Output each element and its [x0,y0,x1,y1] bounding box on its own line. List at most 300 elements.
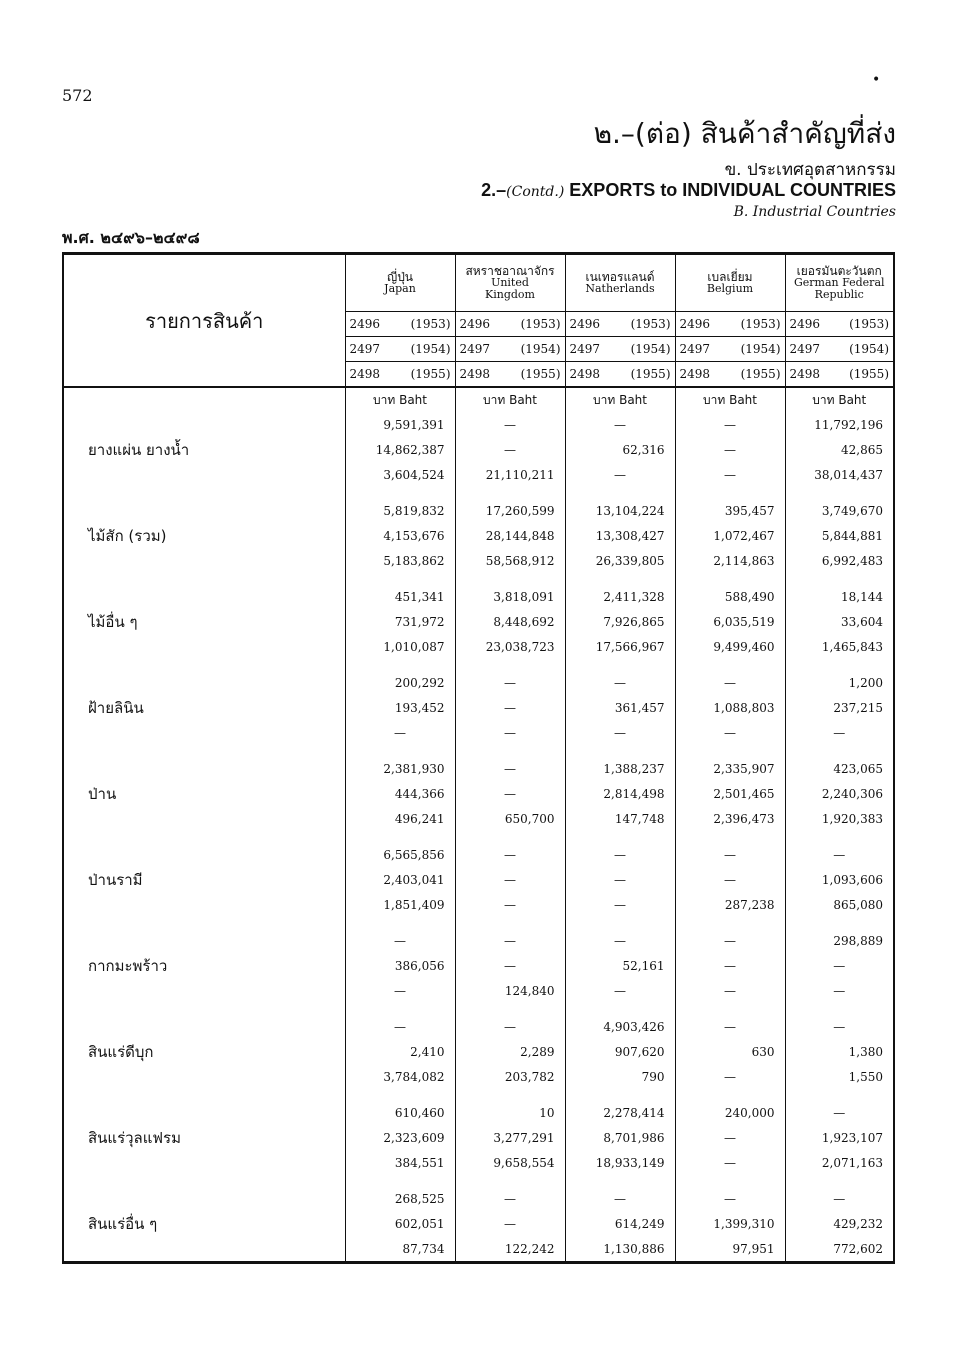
item-name: ฝ้ายลินิน [88,698,144,717]
value-cell: 7,926,865 [565,609,675,634]
value-cell: 865,080 [785,892,894,917]
year-cell [455,312,565,337]
value-cell: 2,381,930 [345,756,455,781]
value-cell: — [455,1211,565,1236]
value-cell: 602,051 [345,1211,455,1236]
year-western: (1953) [630,317,671,331]
year-thai: 2498 [459,367,491,381]
value-cell: — [455,756,565,781]
year-cell [345,337,455,362]
value-cell: 18,144 [785,584,894,609]
dot-mark: • [872,72,881,88]
value-cell: — [455,867,565,892]
gap-cell [345,917,455,928]
gap-cell [345,831,455,842]
value-cell: — [455,437,565,462]
value-cell: 5,183,862 [345,548,455,573]
value-cell: — [345,720,455,745]
gap-cell [63,917,345,928]
table-row [63,584,894,609]
value-cell: 147,748 [565,806,675,831]
value-cell: 1,130,886 [565,1236,675,1263]
value-cell: 38,014,437 [785,462,894,487]
value-cell: — [455,412,565,437]
gap-cell [785,831,894,842]
gap-cell [785,487,894,498]
title-number: 2.– [481,180,507,200]
country-header-row [63,254,894,312]
value-cell: 3,749,670 [785,498,894,523]
value-cell: — [785,720,894,745]
value-cell: 395,457 [675,498,785,523]
value-cell: — [785,953,894,978]
value-cell: 650,700 [455,806,565,831]
year-thai: 2496 [569,317,601,331]
gap-cell [785,1089,894,1100]
value-cell: — [785,842,894,867]
value-cell: 298,889 [785,928,894,953]
gap-cell [675,831,785,842]
year-thai: 2497 [349,342,381,356]
value-cell: 610,460 [345,1100,455,1125]
gap-cell [785,659,894,670]
value-cell: — [345,978,455,1003]
value-cell: — [565,1186,675,1211]
country-name-english: German Federal [793,276,885,289]
gap-cell [345,659,455,670]
gap-cell [345,487,455,498]
unit-label: บาท Baht [785,387,894,412]
value-cell: 1,851,409 [345,892,455,917]
table-row [63,928,894,953]
year-western: (1953) [849,317,889,331]
value-cell: — [455,892,565,917]
gap-cell [345,745,455,756]
country-name-english: Japan [384,282,416,295]
gap-cell [63,573,345,584]
year-western: (1955) [520,367,561,381]
gap-cell [565,487,675,498]
value-cell: 18,933,149 [565,1150,675,1175]
value-cell: 3,818,091 [455,584,565,609]
value-cell: 122,242 [455,1236,565,1263]
value-cell: — [675,1014,785,1039]
value-cell: — [675,462,785,487]
value-cell: 3,277,291 [455,1125,565,1150]
page-number: 572 [62,86,93,105]
value-cell: 2,396,473 [675,806,785,831]
value-cell: — [345,1014,455,1039]
value-cell: 6,565,856 [345,842,455,867]
year-cell [565,312,675,337]
table-row [63,670,894,695]
value-cell: 1,072,467 [675,523,785,548]
item-column-header: รายการสินค้า [63,254,345,388]
value-cell: 2,411,328 [565,584,675,609]
value-cell: 1,920,383 [785,806,894,831]
value-cell: — [675,412,785,437]
value-cell: 731,972 [345,609,455,634]
value-cell: — [675,670,785,695]
value-cell: — [675,720,785,745]
value-cell: 6,992,483 [785,548,894,573]
gap-cell [345,1003,455,1014]
value-cell: — [675,867,785,892]
gap-cell [455,917,565,928]
value-cell: 9,591,391 [345,412,455,437]
title-thai: ๒.–(ต่อ) สินค้าสำคัญที่ส่ง [593,117,896,150]
year-thai: 2497 [789,342,821,356]
value-cell: 1,399,310 [675,1211,785,1236]
gap-cell [675,1089,785,1100]
gap-cell [455,1175,565,1186]
item-name: ไม้อื่น ๆ [88,612,138,631]
gap-cell [565,745,675,756]
year-thai: 2498 [349,367,381,381]
gap-cell [785,745,894,756]
subtitle-thai: ข. ประเทศอุตสาหกรรม [724,160,896,180]
year-western: (1955) [630,367,671,381]
value-cell: 444,366 [345,781,455,806]
value-cell: 386,056 [345,953,455,978]
year-western: (1954) [740,342,781,356]
value-cell: 26,339,805 [565,548,675,573]
value-cell: 240,000 [675,1100,785,1125]
value-cell: 1,465,843 [785,634,894,659]
year-western: (1955) [849,367,889,381]
gap-cell [565,1003,675,1014]
row-gap [63,1089,894,1100]
gap-cell [63,1175,345,1186]
year-cell [785,362,894,388]
table-row [63,1186,894,1211]
year-western: (1954) [410,342,451,356]
value-cell: — [455,1186,565,1211]
country-header-1 [455,254,565,312]
title-main: EXPORTS to INDIVIDUAL COUNTRIES [564,180,896,200]
table-row [63,412,894,437]
value-cell: 1,010,087 [345,634,455,659]
exports-table [62,252,895,1264]
value-cell: 2,323,609 [345,1125,455,1150]
unit-label: บาท Baht [565,387,675,412]
item-name: สินแร่วุลแฟรม [88,1128,181,1147]
value-cell: 4,903,426 [565,1014,675,1039]
value-cell: 2,814,498 [565,781,675,806]
year-range: พ.ศ. ๒๔๙๖–๒๔๙๘ [62,228,200,247]
value-cell: 1,380 [785,1039,894,1064]
item-name: ไม้สัก (รวม) [88,526,167,545]
value-cell: — [565,978,675,1003]
value-cell: 588,490 [675,584,785,609]
gap-cell [675,1175,785,1186]
value-cell: — [565,412,675,437]
gap-cell [785,1003,894,1014]
value-cell: 21,110,211 [455,462,565,487]
value-cell: 2,335,907 [675,756,785,781]
value-cell: — [455,842,565,867]
country-name-thai: เนเทอรแลนด์ [585,270,655,284]
year-thai: 2498 [679,367,711,381]
year-thai: 2496 [349,317,381,331]
item-name: กากมะพร้าว [88,956,168,975]
year-thai: 2497 [459,342,491,356]
value-cell: — [565,842,675,867]
value-cell: — [455,695,565,720]
value-cell: 6,035,519 [675,609,785,634]
value-cell: — [675,1150,785,1175]
value-cell: 5,819,832 [345,498,455,523]
row-gap [63,573,894,584]
row-gap [63,745,894,756]
gap-cell [455,1003,565,1014]
country-header-2 [565,254,675,312]
table-body [63,387,894,1263]
table-row [63,1014,894,1039]
item-name: สินแร่อื่น ๆ [88,1214,158,1233]
value-cell: 630 [675,1039,785,1064]
gap-cell [565,917,675,928]
year-thai: 2497 [569,342,601,356]
value-cell: 790 [565,1064,675,1089]
gap-cell [455,1089,565,1100]
year-cell [345,362,455,388]
value-cell: — [785,1100,894,1125]
title-english [481,180,896,201]
year-thai: 2498 [569,367,601,381]
value-cell: — [565,670,675,695]
country-name-thai: ญี่ปุ่น [386,270,414,284]
country-name-english: Natherlands [585,282,655,295]
value-cell: 8,448,692 [455,609,565,634]
year-cell [565,337,675,362]
value-cell: 361,457 [565,695,675,720]
value-cell: 2,289 [455,1039,565,1064]
value-cell: — [785,978,894,1003]
value-cell: — [455,720,565,745]
value-cell: 97,951 [675,1236,785,1263]
country-name-english: Belgium [706,282,754,295]
country-name-english: United [491,276,529,289]
value-cell: 3,784,082 [345,1064,455,1089]
value-cell: — [675,1125,785,1150]
gap-cell [565,659,675,670]
value-cell: — [565,720,675,745]
value-cell: — [455,953,565,978]
value-cell: — [345,928,455,953]
year-western: (1953) [740,317,781,331]
value-cell: 28,144,848 [455,523,565,548]
gap-cell [63,659,345,670]
year-thai: 2497 [679,342,711,356]
value-cell: 5,844,881 [785,523,894,548]
value-cell: 200,292 [345,670,455,695]
value-cell: 496,241 [345,806,455,831]
value-cell: 1,200 [785,670,894,695]
value-cell: 11,792,196 [785,412,894,437]
value-cell: 4,153,676 [345,523,455,548]
gap-cell [675,745,785,756]
gap-cell [345,1089,455,1100]
value-cell: 2,403,041 [345,867,455,892]
gap-cell [345,573,455,584]
row-gap [63,1175,894,1186]
gap-cell [63,831,345,842]
value-cell: 9,658,554 [455,1150,565,1175]
value-cell: 614,249 [565,1211,675,1236]
country-name-thai: เยอรมันตะวันตก [796,264,882,278]
value-cell: — [455,1014,565,1039]
gap-cell [675,659,785,670]
gap-cell [455,573,565,584]
gap-cell [345,1175,455,1186]
year-cell [455,362,565,388]
value-cell: 9,499,460 [675,634,785,659]
value-cell: 451,341 [345,584,455,609]
value-cell: 237,215 [785,695,894,720]
value-cell: 203,782 [455,1064,565,1089]
gap-cell [565,831,675,842]
year-cell [345,312,455,337]
value-cell: 1,923,107 [785,1125,894,1150]
value-cell: 13,308,427 [565,523,675,548]
gap-cell [63,487,345,498]
value-cell: 429,232 [785,1211,894,1236]
country-name-english-2: Kingdom [485,288,535,301]
year-cell [675,362,785,388]
value-cell: 124,840 [455,978,565,1003]
year-western: (1953) [410,317,451,331]
gap-cell [455,487,565,498]
value-cell: — [455,928,565,953]
value-cell: — [565,462,675,487]
year-western: (1954) [520,342,561,356]
value-cell: — [675,953,785,978]
year-cell [785,312,894,337]
value-cell: 17,566,967 [565,634,675,659]
value-cell: — [565,867,675,892]
year-western: (1953) [520,317,561,331]
value-cell: 62,316 [565,437,675,462]
value-cell: — [675,1064,785,1089]
country-name-thai: สหราชอาณาจักร [465,264,555,278]
value-cell: 42,865 [785,437,894,462]
value-cell: 423,065 [785,756,894,781]
subtitle-english: B. Industrial Countries [733,204,896,220]
value-cell: 14,862,387 [345,437,455,462]
unit-row-blank [63,387,345,412]
item-name: ป่านรามี [88,870,143,889]
value-cell: 10 [455,1100,565,1125]
gap-cell [785,573,894,584]
year-western: (1955) [740,367,781,381]
item-name: ยางแผ่น ยางน้ำ [88,440,190,459]
year-thai: 2496 [459,317,491,331]
gap-cell [455,831,565,842]
value-cell: 2,410 [345,1039,455,1064]
gap-cell [565,573,675,584]
value-cell: — [565,892,675,917]
gap-cell [565,1089,675,1100]
row-gap [63,659,894,670]
year-cell [675,337,785,362]
value-cell: 2,240,306 [785,781,894,806]
country-header-3 [675,254,785,312]
gap-cell [455,659,565,670]
row-gap [63,1003,894,1014]
year-cell [785,337,894,362]
value-cell: 2,071,163 [785,1150,894,1175]
value-cell: 772,602 [785,1236,894,1263]
table-row [63,498,894,523]
gap-cell [675,573,785,584]
value-cell: 1,550 [785,1064,894,1089]
year-western: (1955) [410,367,451,381]
year-cell [455,337,565,362]
value-cell: 2,114,863 [675,548,785,573]
row-gap [63,917,894,928]
gap-cell [785,1175,894,1186]
gap-cell [63,1089,345,1100]
value-cell: 87,734 [345,1236,455,1263]
year-western: (1954) [630,342,671,356]
value-cell: — [675,928,785,953]
value-cell: — [675,1186,785,1211]
value-cell: 2,501,465 [675,781,785,806]
gap-cell [675,1003,785,1014]
value-cell: — [455,670,565,695]
unit-label: บาท Baht [345,387,455,412]
gap-cell [63,1003,345,1014]
country-name-thai: เบลเยี่ยม [707,270,753,284]
gap-cell [785,917,894,928]
gap-cell [675,917,785,928]
value-cell: 1,088,803 [675,695,785,720]
value-cell: — [785,1186,894,1211]
value-cell: 23,038,723 [455,634,565,659]
item-name: สินแร่ดีบุก [88,1042,154,1061]
value-cell: 3,604,524 [345,462,455,487]
year-western: (1954) [849,342,889,356]
table-row [63,1100,894,1125]
value-cell: 1,093,606 [785,867,894,892]
value-cell: 384,551 [345,1150,455,1175]
value-cell: — [675,437,785,462]
value-cell: 193,452 [345,695,455,720]
value-cell: 52,161 [565,953,675,978]
country-header-0 [345,254,455,312]
unit-row [63,387,894,412]
year-cell [675,312,785,337]
gap-cell [455,745,565,756]
row-gap [63,487,894,498]
value-cell: — [675,978,785,1003]
country-name-english-2: Republic [814,288,864,301]
value-cell: — [455,781,565,806]
year-thai: 2496 [679,317,711,331]
table-header [63,254,894,388]
value-cell: — [675,842,785,867]
table-row [63,756,894,781]
value-cell: 2,278,414 [565,1100,675,1125]
unit-label: บาท Baht [455,387,565,412]
item-name: ป่าน [88,784,117,803]
value-cell: 268,525 [345,1186,455,1211]
country-header-4 [785,254,894,312]
row-gap [63,831,894,842]
unit-label: บาท Baht [675,387,785,412]
gap-cell [565,1175,675,1186]
